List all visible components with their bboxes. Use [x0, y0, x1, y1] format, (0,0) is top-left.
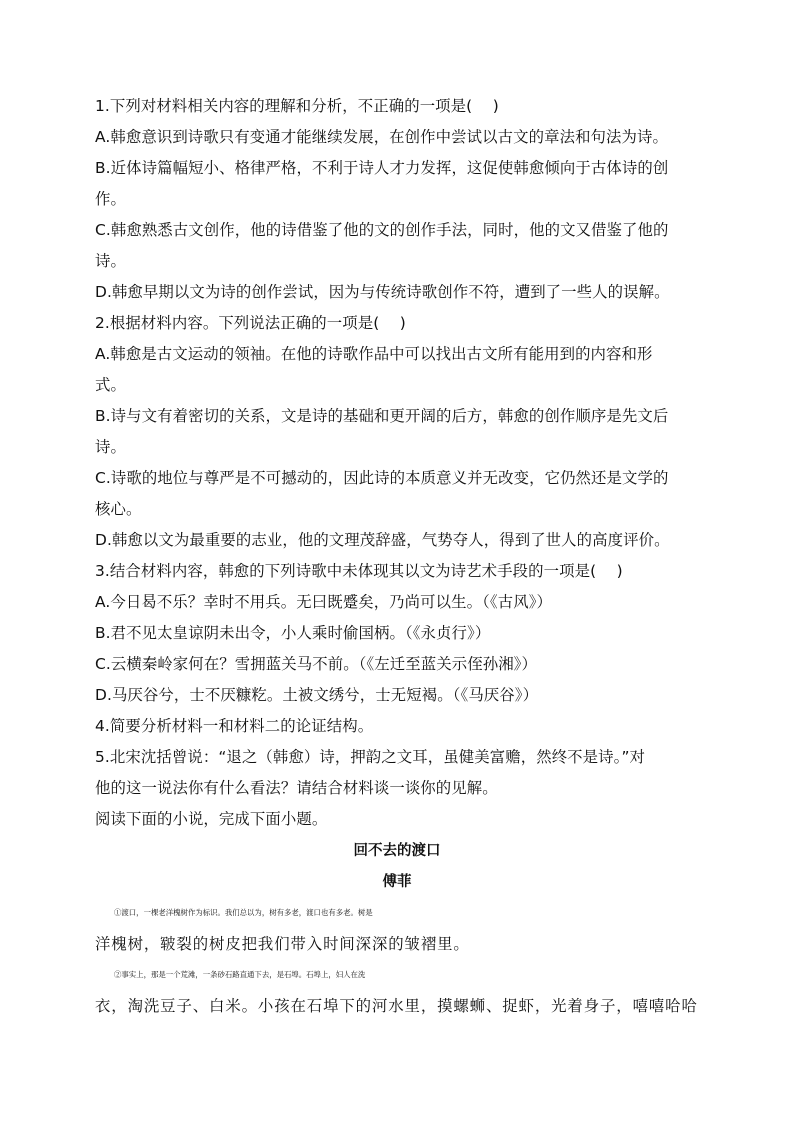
- q2-option-c-cont: 核心。: [95, 500, 142, 518]
- story-paragraph-2-cont: 衣，淘洗豆子、白米。小孩在石埠下的河水里，摸螺蛳、捉虾，光着身子，嘻嘻哈哈: [95, 997, 698, 1015]
- q3-option-d: D.马厌谷兮，士不厌糠籺。土被文绣兮，士无短褐。（《马厌谷》）: [95, 686, 539, 704]
- q3-option-b: B.君不见太皇谅阴未出令，小人乘时偷国柄。（《永贞行》）: [95, 624, 491, 642]
- q3-option-a: A.今日曷不乐？幸时不用兵。无曰既蹙矣，乃尚可以生。（《古风》）: [95, 593, 552, 611]
- story-paragraph-1-cont: 洋槐树，皲裂的树皮把我们带入时间深深的皱褶里。: [95, 935, 470, 953]
- q1-option-c-cont: 诗。: [95, 252, 126, 270]
- q2-option-b-cont: 诗。: [95, 438, 126, 456]
- reading-instruction: 阅读下面的小说，完成下面小题。: [95, 810, 328, 828]
- q4-stem: 4.简要分析材料一和材料二的论证结构。: [95, 717, 374, 735]
- q1-option-c: C.韩愈熟悉古文创作，他的诗借鉴了他的文的创作手法，同时，他的文又借鉴了他的: [95, 221, 669, 239]
- q2-option-a-cont: 式。: [95, 376, 126, 394]
- story-title: 回不去的渡口: [353, 842, 441, 859]
- q2-option-b: B.诗与文有着密切的关系，文是诗的基础和更开阔的后方，韩愈的创作顺序是先文后: [95, 407, 669, 425]
- q1-option-d: D.韩愈早期以文为诗的创作尝试，因为与传统诗歌创作不符，遭到了一些人的误解。: [95, 283, 670, 301]
- q1-option-a: A.韩愈意识到诗歌只有变通才能继续发展，在创作中尝试以古文的章法和句法为诗。: [95, 128, 669, 146]
- q2-option-a: A.韩愈是古文运动的领袖。在他的诗歌作品中可以找出古文所有能用到的内容和形: [95, 345, 653, 363]
- story-paragraph-2: ②事实上，那是一个荒滩，一条砂石路直通下去，是石埠。石埠上，妇人在洗: [114, 970, 366, 979]
- q1-option-b: B.近体诗篇幅短小、格律严格，不利于诗人才力发挥，这促使韩愈倾向于古体诗的创: [95, 159, 669, 177]
- q2-option-c: C.诗歌的地位与尊严是不可撼动的，因此诗的本质意义并无改变，它仍然还是文学的: [95, 469, 669, 487]
- q5-stem: 5.北宋沈括曾说：“退之（韩愈）诗，押韵之文耳，虽健美富赡，然终不是诗。”对: [95, 748, 646, 766]
- q5-stem-cont: 他的这一说法你有什么看法？请结合材料谈一谈你的见解。: [95, 779, 498, 797]
- q1-option-b-cont: 作。: [95, 190, 126, 208]
- q1-stem: 1.下列对材料相关内容的理解和分析，不正确的一项是( ): [95, 97, 499, 115]
- q3-stem: 3.结合材料内容，韩愈的下列诗歌中未体现其以文为诗艺术手段的一项是( ): [95, 562, 623, 580]
- q2-option-d: D.韩愈以文为最重要的志业，他的文理茂辞盛，气势夺人，得到了世人的高度评价。: [95, 531, 670, 549]
- q2-stem: 2.根据材料内容。下列说法正确的一项是( ): [95, 314, 406, 332]
- story-author: 傅菲: [382, 873, 412, 890]
- q3-option-c: C.云横秦岭家何在？雪拥蓝关马不前。（《左迁至蓝关示侄孙湘》）: [95, 655, 537, 673]
- story-paragraph-1: ①渡口，一棵老洋槐树作为标识。我们总以为，树有多老，渡口也有多老。树是: [114, 908, 373, 917]
